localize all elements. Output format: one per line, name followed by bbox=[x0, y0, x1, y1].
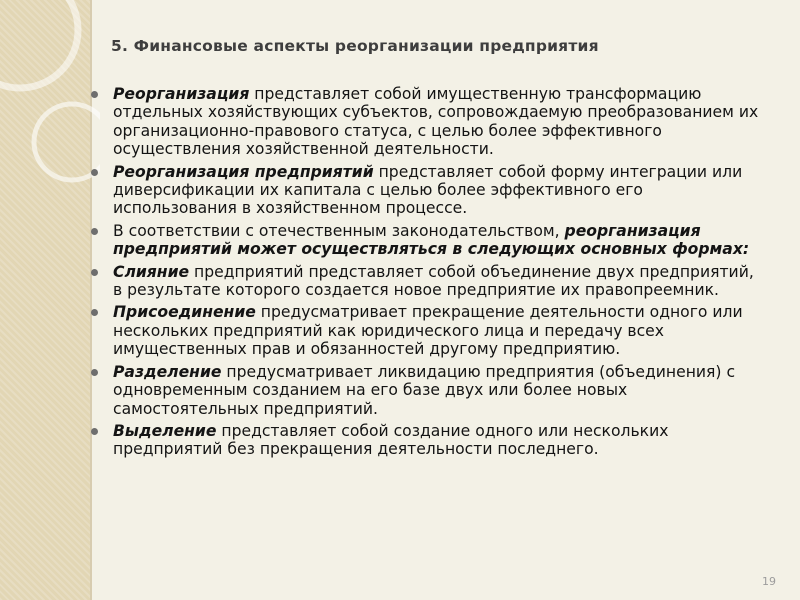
bullet-reorganization-of-enterprises bbox=[91, 163, 761, 218]
bullet-dot-icon bbox=[91, 269, 98, 276]
bullet-dot-icon bbox=[91, 369, 98, 376]
bullet-text: предусматривает прекращение деятельности одного или нескольких предприятий как юридического лица и передачу всех имущественных прав и обязанностей другому предприятию. bbox=[113, 303, 743, 359]
bullet-emphasis: реорганизация предприятий может осуществляться в следующих основных формах: bbox=[113, 221, 750, 259]
bullet-text: представляет собой создание одного или нескольких предприятий без прекращения деятельности последнего. bbox=[113, 421, 669, 459]
bullet-lead: Присоединение bbox=[113, 303, 256, 322]
bullet-lead: Слияние bbox=[113, 262, 190, 281]
bullet-dot-icon bbox=[91, 428, 98, 435]
bullet-dot-icon bbox=[91, 228, 98, 235]
bullet-list bbox=[91, 85, 761, 459]
decorative-rings-icon bbox=[0, 0, 100, 230]
bullet-lead: Реорганизация предприятий bbox=[113, 162, 374, 181]
bullet-text: В соответствии с отечественным законодательством, bbox=[113, 221, 565, 240]
bullet-lead: Разделение bbox=[113, 362, 222, 381]
bullet-text: представляет собой форму интеграции или диверсификации их капитала с целью более эффективного его использования в хозяйственном процессе. bbox=[113, 162, 743, 218]
bullet-spin-off bbox=[91, 422, 761, 459]
slide-title: 5. Финансовые аспекты реорганизации предприятия bbox=[111, 37, 599, 55]
bullet-lead: Реорганизация bbox=[113, 85, 250, 103]
bullet-legislation-forms bbox=[91, 222, 761, 259]
bullet-reorganization-definition bbox=[91, 85, 761, 159]
bullet-text: предусматривает ликвидацию предприятия (объединения) с одновременным созданием на его базе двух или более новых самостоятельных предприятий. bbox=[113, 362, 736, 418]
bullet-division bbox=[91, 363, 761, 418]
bullet-dot-icon bbox=[91, 309, 98, 316]
slide-content bbox=[91, 85, 761, 463]
bullet-merger bbox=[91, 263, 761, 300]
bullet-lead: Выделение bbox=[113, 421, 217, 440]
slide-page-number: 19 bbox=[762, 575, 776, 588]
bullet-text: предприятий представляет собой объединение двух предприятий, в результате которого создается новое предприятие их правопреемник. bbox=[113, 262, 754, 300]
bullet-dot-icon bbox=[91, 169, 98, 176]
bullet-dot-icon bbox=[91, 91, 98, 98]
bullet-acquisition bbox=[91, 303, 761, 358]
bullet-text: представляет собой имущественную трансформацию отдельных хозяйствующих субъектов, сопровождаемую преобразованием их организационно-правового статуса, с целью более эффективного осуществления хозяйственной деятельности. bbox=[113, 85, 759, 159]
